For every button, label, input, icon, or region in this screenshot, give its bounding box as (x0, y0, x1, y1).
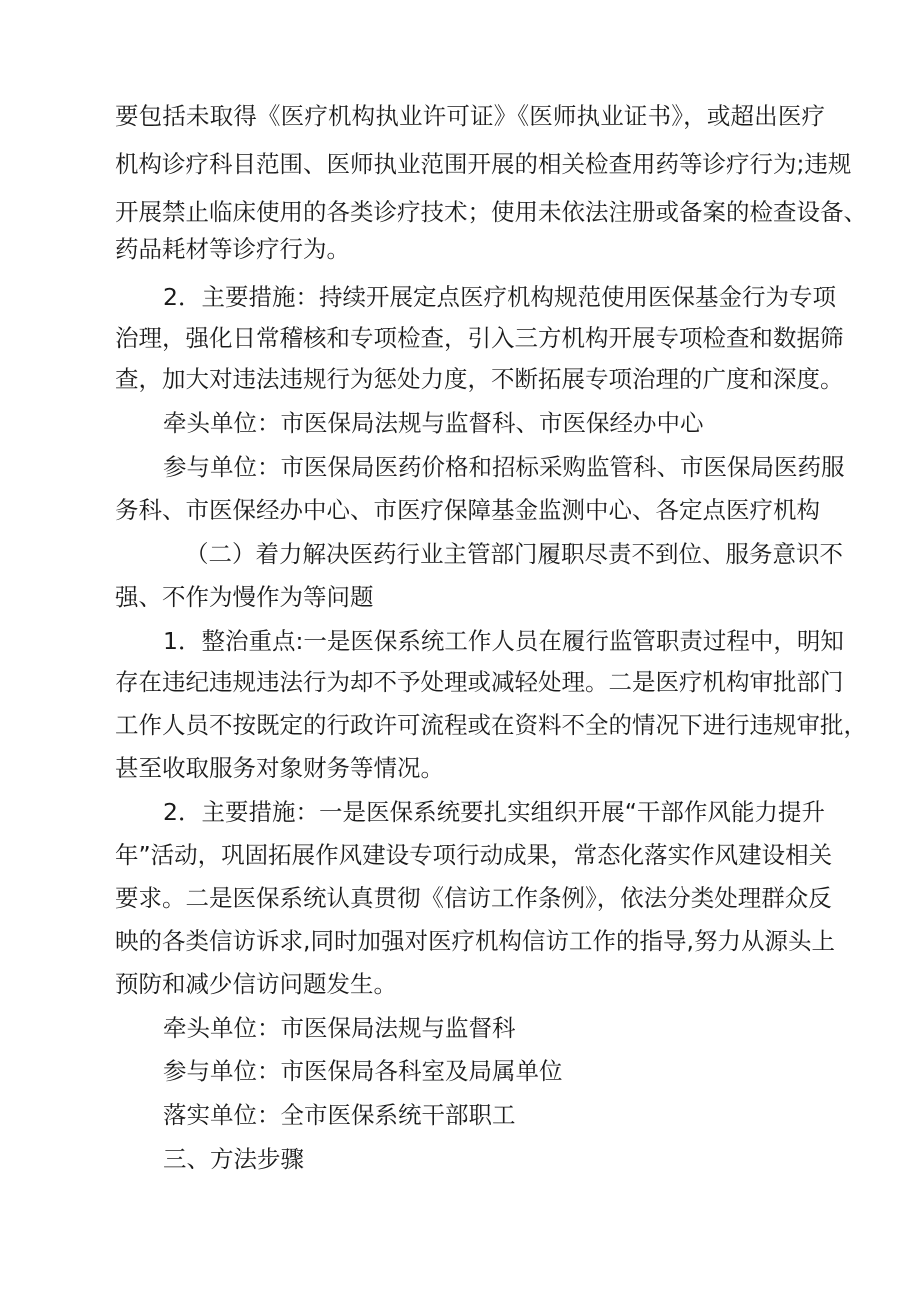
paragraph-line: 1．整治重点:一是医保系统工作人员在履行监管职责过程中，明知 (163, 627, 844, 655)
paragraph-line: 治理，强化日常稽核和专项检查，引入三方机构开展专项检查和数据筛 (115, 324, 844, 352)
paragraph-line: 要包括未取得《医疗机构执业许可证》《医师执业证书》，或超出医疗 (115, 102, 825, 130)
paragraph-line: 映的各类信访诉求,同时加强对医疗机构信访工作的指导,努力从源头上 (115, 927, 835, 955)
paragraph-line: 工作人员不按既定的行政许可流程或在资料不全的情况下进行违规审批， (115, 711, 867, 739)
lead-unit-line: 牵头单位：市医保局法规与监督科 (163, 1014, 516, 1042)
paragraph-line: 机构诊疗科目范围、医师执业范围开展的相关检查用药等诊疗行为;违规 (115, 150, 852, 178)
paragraph-line: 存在违纪违规违法行为却不予处理或减轻处理。二是医疗机构审批部门 (115, 668, 844, 696)
paragraph-line: 甚至收取服务对象财务等情况。 (115, 754, 444, 782)
paragraph-line: 2．主要措施：持续开展定点医疗机构规范使用医保基金行为专项 (163, 283, 836, 311)
paragraph-line: 药品耗材等诊疗行为。 (115, 235, 350, 263)
paragraph-line: 预防和减少信访问题发生。 (115, 970, 397, 998)
lead-unit-line: 牵头单位：市医保局法规与监督科、市医保经办中心 (163, 409, 704, 437)
section-heading-line: 三、方法步骤 (163, 1145, 304, 1173)
paragraph-line: 查，加大对违法违规行为惩处力度，不断拓展专项治理的广度和深度。 (115, 365, 844, 393)
paragraph-line: 要求。二是医保系统认真贯彻《信访工作条例》，依法分类处理群众反 (115, 884, 832, 912)
paragraph-line: 年”活动，巩固拓展作风建设专项行动成果，常态化落实作风建设相关 (115, 841, 833, 869)
participating-unit-line: 参与单位：市医保局各科室及局属单位 (163, 1057, 563, 1085)
implementing-unit-line: 落实单位：全市医保系统干部职工 (163, 1101, 516, 1129)
paragraph-line: 参与单位：市医保局医药价格和招标采购监管科、市医保局医药服 (163, 453, 845, 481)
paragraph-line: 务科、市医保经办中心、市医疗保障基金监测中心、各定点医疗机构 (115, 496, 820, 524)
section-heading-line: （二）着力解决医药行业主管部门履职尽责不到位、服务意识不 (185, 540, 843, 568)
section-heading-line: 强、不作为慢作为等问题 (115, 583, 374, 611)
paragraph-line: 2．主要措施：一是医保系统要扎实组织开展“干部作风能力提升 (163, 798, 825, 826)
paragraph-line: 开展禁止临床使用的各类诊疗技术；使用未依法注册或备案的检查设备、 (115, 198, 867, 226)
